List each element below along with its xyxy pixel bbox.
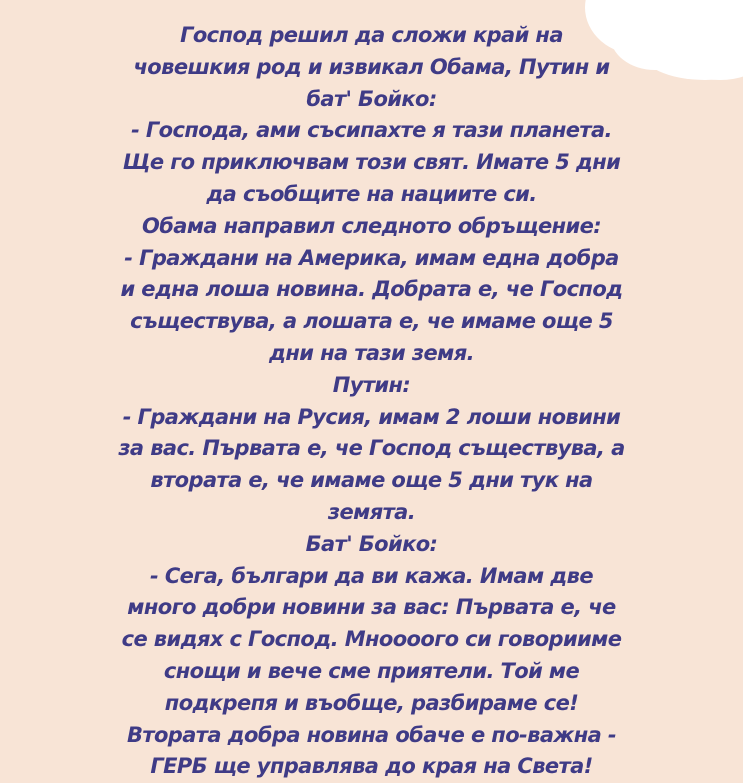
joke-line: много добри новини за вас: Първата е, че [127,595,616,620]
joke-text [14,20,729,783]
joke-line: Путин: [332,372,411,397]
joke-line: - Сега, българи да ви кажа. Имам две [150,563,593,588]
joke-line: Бат' Бойко: [305,531,438,556]
joke-line: втората е, че имаме още 5 дни тук на [150,468,593,493]
joke-line: Втората добра новина обаче е по-важна - [126,722,617,747]
joke-line: подкрепя и въобще, разбираме се! [164,690,579,715]
joke-line: Ще го приключвам този свят. Имате 5 дни [122,150,621,175]
joke-line: да съобщите на нациите си. [206,181,537,206]
joke-line: - Граждани на Америка, имам една добра [124,245,619,270]
joke-line: човешкия род и извикал Обама, Путин и [133,54,610,79]
joke-line: и една лоша новина. Добрата е, че Господ [120,277,623,302]
joke-line: дни на тази земя. [269,340,474,365]
joke-line: ГЕРБ ще управлява до края на Света! [150,754,593,779]
joke-line: се видях с Господ. Мноооого си говорииме [121,627,622,652]
joke-line: Господ решил да сложи край на [180,23,563,47]
joke-line: - Граждани на Русия, имам 2 лоши новини [122,404,621,429]
joke-line: бат' Бойко: [306,86,437,111]
joke-line: Обама направил следното обръщение: [141,213,602,238]
joke-line: земята. [327,499,416,524]
joke-line: за вас. Първата е, че Господ съществува, а [118,436,625,461]
joke-line: - Господа, ами съсипахте я тази планета. [131,118,612,143]
joke-line: снощи и вече сме приятели. Той ме [163,658,580,683]
joke-line: съществува, а лошата е, че имаме още 5 [130,309,613,334]
